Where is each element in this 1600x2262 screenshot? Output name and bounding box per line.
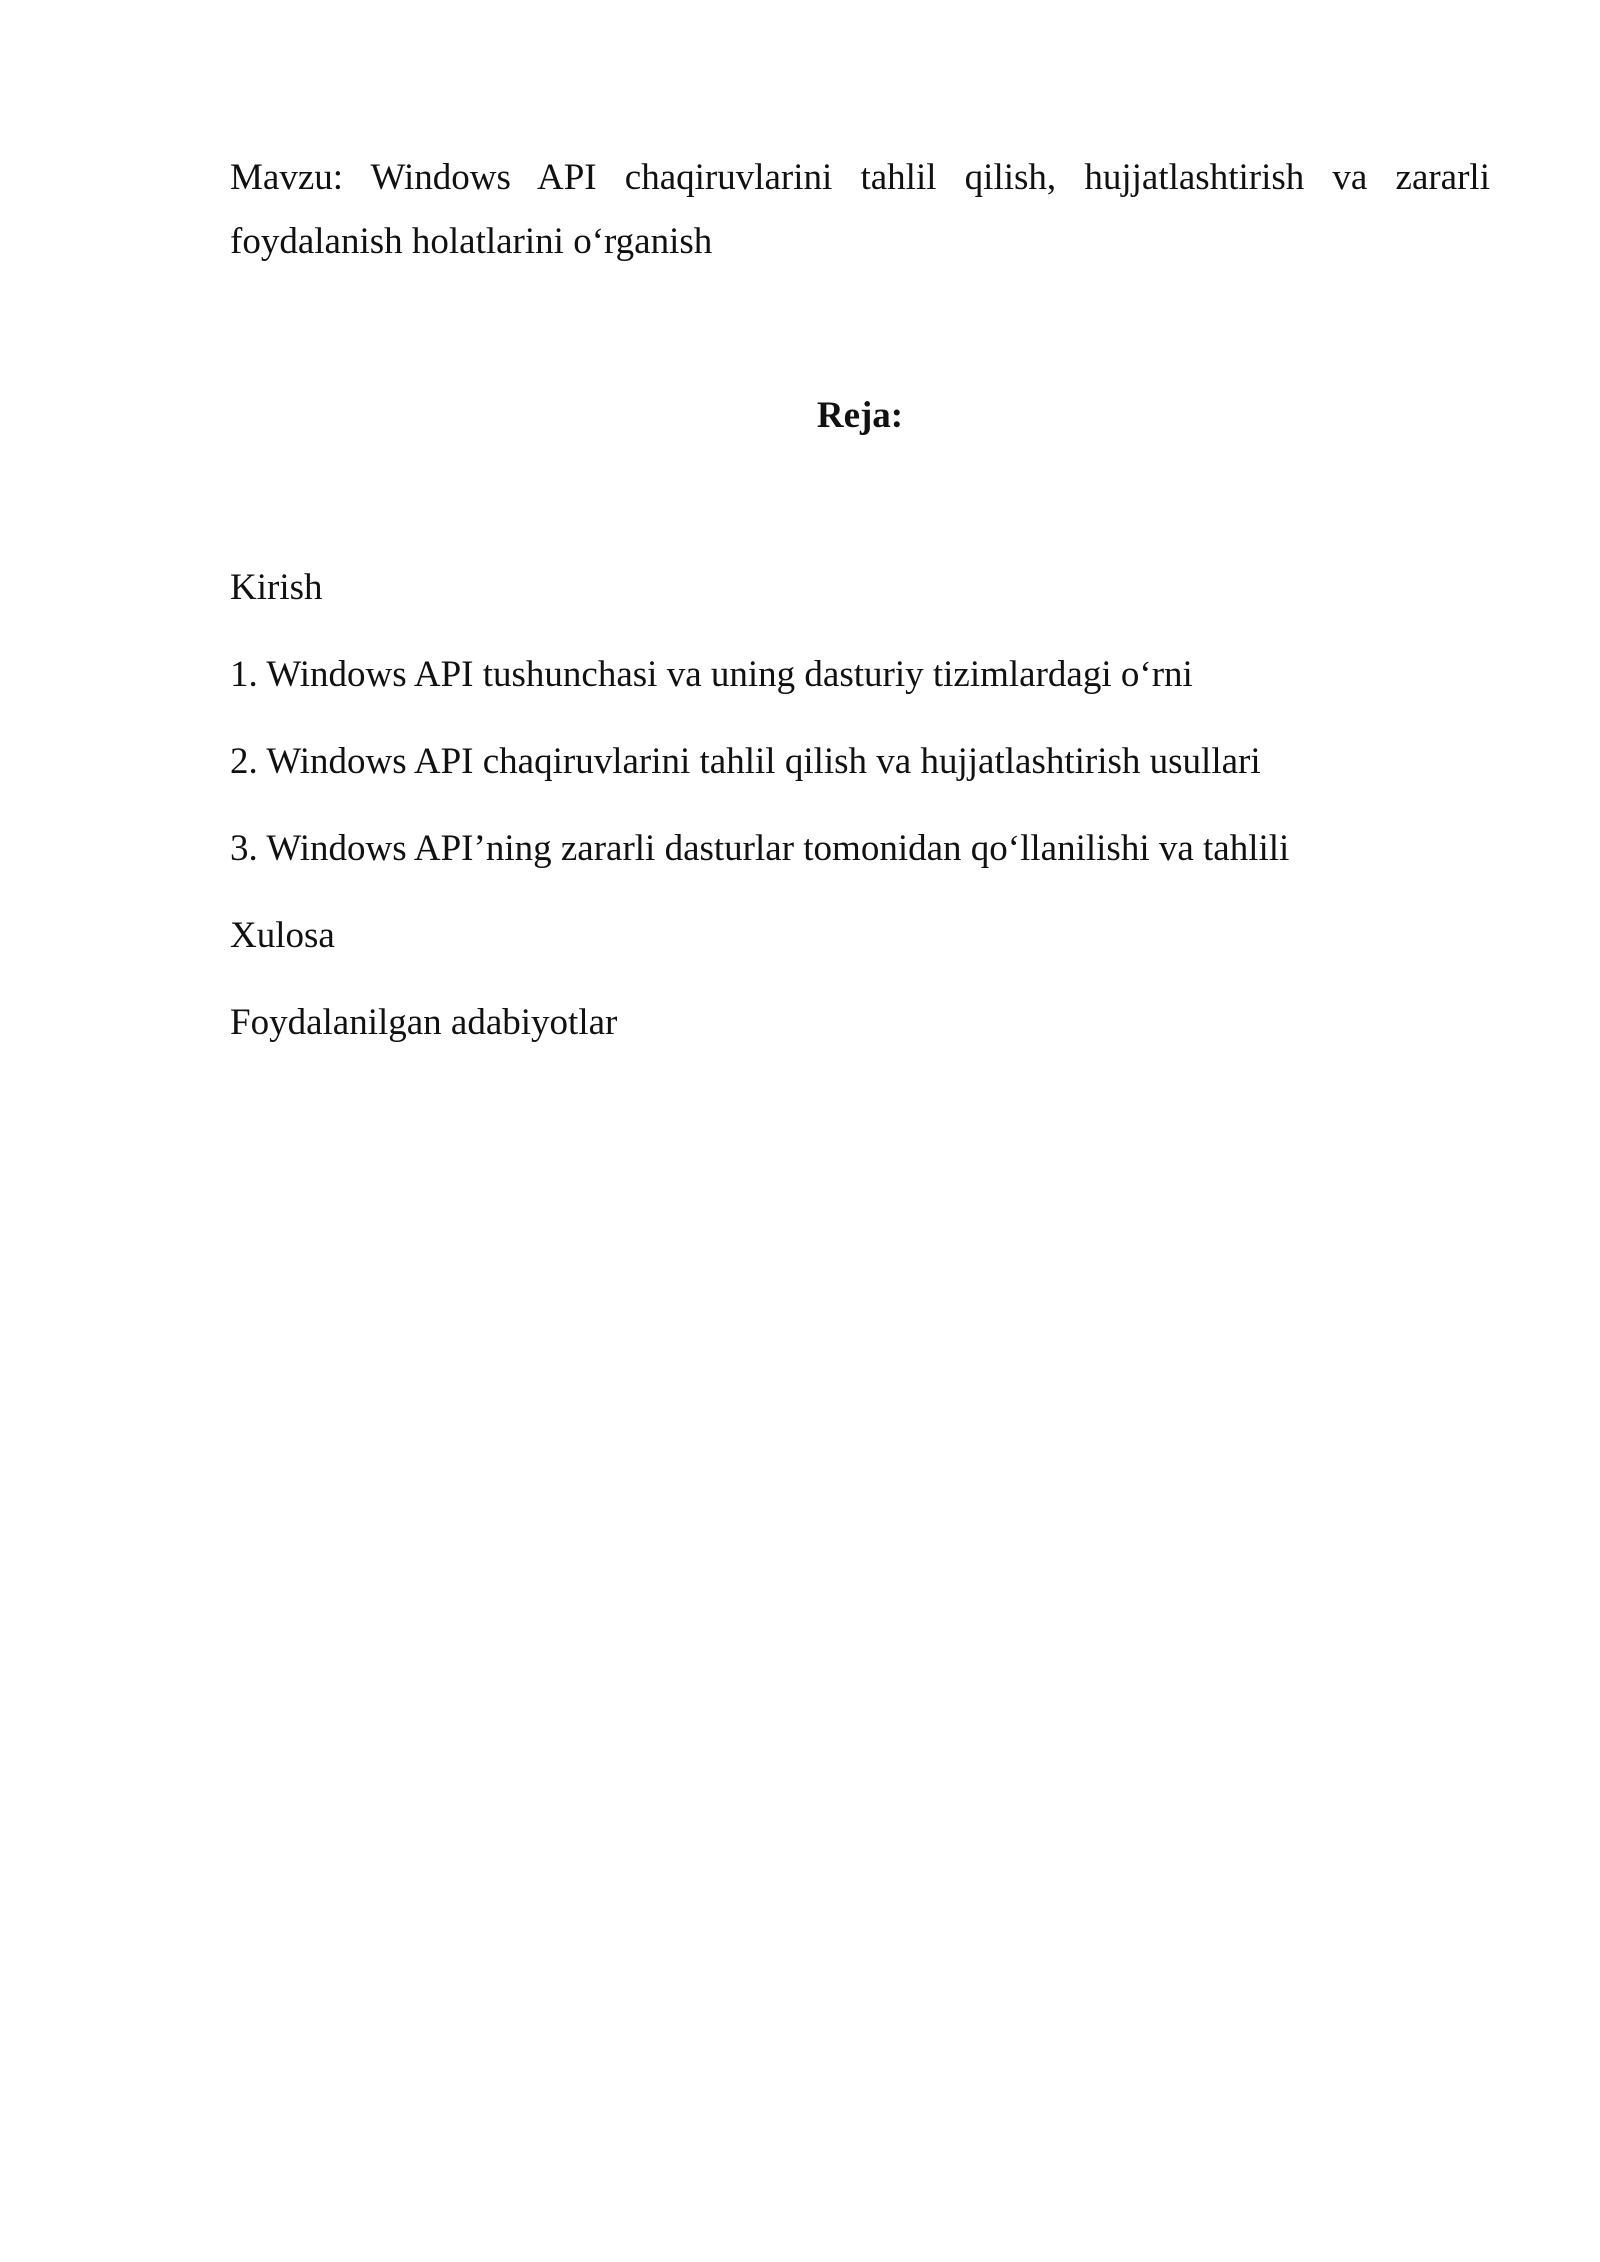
plan-title: Reja: xyxy=(816,395,904,436)
plan-item-3: 3. Windows API’ning zararli dasturlar tomonidan qo‘llanilishi va tahlili xyxy=(230,828,1290,869)
topic-heading xyxy=(230,146,1490,274)
plan-item-2: 2. Windows API chaqiruvlarini tahlil qilish va hujjatlashtirish usullari xyxy=(230,741,1261,782)
plan-list xyxy=(230,560,1490,1082)
plan-item-1: 1. Windows API tushunchasi va uning dasturiy tizimlardagi o‘rni xyxy=(230,654,1193,695)
plan-item-conclusion: Xulosa xyxy=(230,915,335,956)
plan-item-introduction: Kirish xyxy=(230,567,323,608)
topic-line-1: Mavzu: Windows API chaqiruvlarini tahlil qilish, hujjatlashtirish va zararli xyxy=(230,157,1490,198)
plan-item-references: Foydalanilgan adabiyotlar xyxy=(230,1002,618,1043)
topic-line-2: foydalanish holatlarini o‘rganish xyxy=(230,221,713,262)
